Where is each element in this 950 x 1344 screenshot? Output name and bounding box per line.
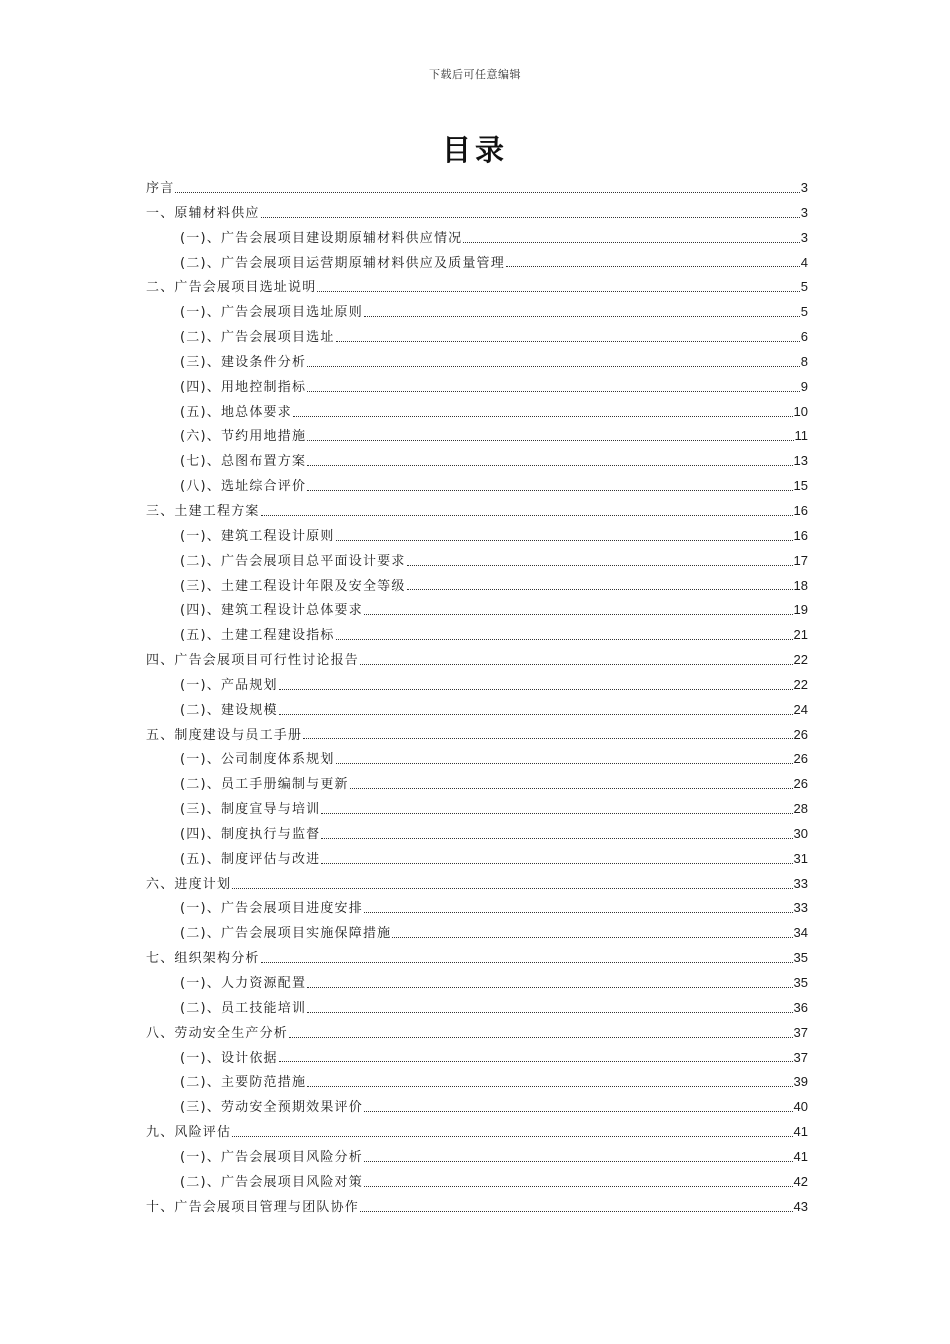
- toc-page-number: 40: [793, 1099, 808, 1115]
- toc-entry-label: (一)、人力资源配置: [180, 976, 307, 991]
- toc-section-entry[interactable]: [146, 847, 808, 872]
- toc-page-number: 41: [793, 1124, 808, 1140]
- toc-entry-label: (五)、土建工程建设指标: [180, 628, 335, 644]
- toc-section-entry[interactable]: [146, 747, 808, 772]
- toc-dot-leader: [336, 540, 793, 541]
- toc-chapter-entry[interactable]: [146, 946, 808, 971]
- toc-page-number: 19: [793, 602, 808, 618]
- toc-page-number: 17: [793, 552, 808, 568]
- toc-section-entry[interactable]: [146, 698, 808, 723]
- toc-page-number: 15: [793, 478, 808, 494]
- toc-page-number: 8: [800, 353, 808, 369]
- toc-page-number: 3: [800, 180, 808, 195]
- toc-dot-leader: [321, 838, 792, 839]
- toc-entry-label: (三)、土建工程设计年限及安全等级: [180, 578, 406, 594]
- toc-entry-label: 三、土建工程方案: [146, 503, 260, 519]
- toc-dot-leader: [364, 316, 800, 317]
- toc-dot-leader: [321, 813, 792, 814]
- toc-page-number: 16: [793, 527, 808, 543]
- toc-page-number: 26: [793, 726, 808, 742]
- toc-dot-leader: [307, 465, 792, 466]
- toc-entry-label: (二)、广告会展项目风险对策: [180, 1174, 363, 1190]
- toc-chapter-entry[interactable]: [146, 723, 808, 748]
- toc-page-number: 43: [793, 1198, 808, 1214]
- toc-dot-leader: [261, 515, 793, 516]
- toc-dot-leader: [336, 639, 793, 640]
- toc-section-entry[interactable]: [146, 449, 808, 474]
- toc-entry-label: (二)、广告会展项目运营期原辅材料供应及质量管理: [180, 255, 505, 271]
- toc-dot-leader: [506, 266, 800, 267]
- toc-page-number: 39: [793, 1074, 808, 1090]
- toc-page-number: 34: [793, 925, 808, 941]
- toc-chapter-entry[interactable]: [146, 872, 808, 897]
- toc-entry-label: (七)、总图布置方案: [180, 454, 307, 470]
- toc-section-entry[interactable]: [146, 896, 808, 921]
- toc-page-number: 5: [800, 304, 808, 320]
- toc-section-entry[interactable]: [146, 673, 808, 698]
- table-of-contents: [146, 176, 808, 1219]
- toc-section-entry[interactable]: [146, 623, 808, 648]
- toc-page-number: 36: [793, 999, 808, 1015]
- toc-page-number: 26: [793, 751, 808, 767]
- toc-section-entry[interactable]: [146, 971, 808, 996]
- toc-entry-label: 七、组织架构分析: [146, 951, 260, 967]
- toc-entry-label: (二)、建设规模: [180, 702, 278, 718]
- toc-entry-label: (三)、制度宣导与培训: [180, 802, 321, 818]
- toc-title: 目录: [441, 133, 508, 167]
- toc-section-entry[interactable]: [146, 300, 808, 325]
- toc-entry-label: (五)、地总体要求: [180, 404, 292, 420]
- toc-section-entry[interactable]: [146, 598, 808, 623]
- toc-entry-label: (一)、广告会展项目选址原则: [180, 305, 363, 321]
- toc-section-entry[interactable]: [146, 1070, 808, 1095]
- toc-dot-leader: [360, 664, 793, 665]
- toc-page-number: 42: [793, 1173, 808, 1189]
- toc-dot-leader: [307, 440, 793, 441]
- toc-page-number: 35: [793, 975, 808, 990]
- toc-section-entry[interactable]: [146, 1170, 808, 1195]
- toc-section-entry[interactable]: [146, 474, 808, 499]
- toc-entry-label: 十、广告会展项目管理与团队协作: [146, 1199, 360, 1215]
- toc-dot-leader: [307, 391, 800, 392]
- toc-entry-label: (四)、用地控制指标: [180, 379, 307, 395]
- toc-chapter-entry[interactable]: [146, 648, 808, 673]
- toc-entry-label: (四)、建筑工程设计总体要求: [180, 603, 363, 619]
- toc-dot-leader: [364, 1111, 793, 1112]
- toc-dot-leader: [289, 1037, 793, 1038]
- toc-dot-leader: [279, 714, 793, 715]
- toc-dot-leader: [364, 1161, 793, 1162]
- toc-dot-leader: [463, 242, 799, 243]
- toc-page-number: 4: [800, 254, 808, 270]
- toc-dot-leader: [360, 1211, 793, 1212]
- toc-section-entry[interactable]: [146, 325, 808, 350]
- toc-chapter-entry[interactable]: [146, 499, 808, 524]
- toc-section-entry[interactable]: [146, 375, 808, 400]
- toc-section-entry[interactable]: [146, 822, 808, 847]
- toc-dot-leader: [364, 1186, 793, 1187]
- toc-entry-label: 四、广告会展项目可行性讨论报告: [146, 653, 360, 669]
- toc-entry-label: (一)、建筑工程设计原则: [180, 528, 335, 544]
- toc-page-number: 37: [793, 1049, 808, 1065]
- toc-dot-leader: [307, 1086, 792, 1087]
- toc-dot-leader: [321, 863, 792, 864]
- toc-page-number: 33: [793, 875, 808, 891]
- toc-dot-leader: [232, 888, 792, 889]
- toc-section-entry[interactable]: [146, 921, 808, 946]
- toc-entry-label: (二)、主要防范措施: [180, 1075, 307, 1091]
- toc-chapter-entry[interactable]: [146, 1021, 808, 1046]
- toc-page-number: 28: [793, 801, 808, 817]
- toc-section-entry[interactable]: [146, 574, 808, 599]
- toc-section-entry[interactable]: [146, 424, 808, 449]
- toc-chapter-entry[interactable]: [146, 176, 808, 201]
- toc-dot-leader: [261, 962, 793, 963]
- toc-dot-leader: [336, 341, 800, 342]
- toc-dot-leader: [279, 689, 793, 690]
- toc-page-number: 10: [793, 403, 808, 419]
- toc-section-entry[interactable]: [146, 996, 808, 1021]
- toc-section-entry[interactable]: [146, 400, 808, 425]
- toc-chapter-entry[interactable]: [146, 1195, 808, 1220]
- toc-entry-label: (二)、广告会展项目总平面设计要求: [180, 553, 406, 569]
- toc-section-entry[interactable]: [146, 524, 808, 549]
- toc-page-number: 37: [793, 1024, 808, 1040]
- toc-page-number: 18: [793, 577, 808, 593]
- toc-entry-label: (二)、员工技能培训: [180, 1000, 307, 1016]
- toc-page-number: 26: [793, 776, 808, 792]
- toc-page-number: 9: [800, 378, 808, 394]
- header-note: 下载后可任意编辑: [429, 68, 521, 81]
- toc-entry-label: 九、风险评估: [146, 1125, 232, 1141]
- toc-section-entry[interactable]: [146, 251, 808, 276]
- toc-page-number: 16: [793, 502, 808, 518]
- toc-dot-leader: [407, 589, 793, 590]
- toc-section-entry[interactable]: [146, 1046, 808, 1071]
- toc-page-number: 11: [794, 428, 808, 444]
- toc-entry-label: (二)、广告会展项目实施保障措施: [180, 926, 392, 942]
- toc-entry-label: (三)、建设条件分析: [180, 354, 307, 370]
- toc-section-entry[interactable]: [146, 772, 808, 797]
- toc-dot-leader: [293, 416, 793, 417]
- toc-page-number: 30: [793, 825, 808, 841]
- toc-page-number: 6: [800, 329, 808, 345]
- toc-page-number: 22: [793, 652, 808, 668]
- toc-page-number: 5: [800, 279, 808, 295]
- toc-chapter-entry[interactable]: [146, 275, 808, 300]
- toc-section-entry[interactable]: [146, 797, 808, 822]
- toc-page-number: 41: [793, 1148, 808, 1164]
- toc-page-number: 21: [793, 627, 808, 643]
- toc-entry-label: (四)、制度执行与监督: [180, 826, 321, 842]
- toc-dot-leader: [307, 1012, 792, 1013]
- toc-dot-leader: [336, 763, 793, 764]
- toc-dot-leader: [232, 1136, 792, 1137]
- toc-dot-leader: [303, 738, 792, 739]
- toc-page-number: 3: [800, 229, 808, 245]
- toc-chapter-entry[interactable]: [146, 1120, 808, 1145]
- toc-section-entry[interactable]: [146, 226, 808, 251]
- toc-entry-label: 序言: [146, 181, 175, 196]
- toc-entry-label: 二、广告会展项目选址说明: [146, 280, 317, 296]
- toc-entry-label: (三)、劳动安全预期效果评价: [180, 1100, 363, 1116]
- toc-entry-label: 一、原辅材料供应: [146, 205, 260, 221]
- toc-page-number: 13: [793, 453, 808, 469]
- toc-entry-label: (二)、广告会展项目选址: [180, 330, 335, 346]
- toc-chapter-entry[interactable]: [146, 201, 808, 226]
- toc-entry-label: (一)、广告会展项目进度安排: [180, 901, 363, 917]
- toc-page-number: 3: [800, 204, 808, 220]
- toc-entry-label: (一)、广告会展项目风险分析: [180, 1149, 363, 1165]
- toc-dot-leader: [392, 937, 792, 938]
- toc-page-number: 24: [793, 701, 808, 717]
- toc-entry-label: 六、进度计划: [146, 876, 232, 892]
- toc-dot-leader: [350, 788, 793, 789]
- toc-entry-label: (一)、公司制度体系规划: [180, 752, 335, 768]
- toc-dot-leader: [364, 614, 793, 615]
- toc-section-entry[interactable]: [146, 1095, 808, 1120]
- toc-entry-label: (一)、广告会展项目建设期原辅材料供应情况: [180, 230, 463, 246]
- toc-dot-leader: [307, 987, 792, 988]
- toc-entry-label: (六)、节约用地措施: [180, 429, 307, 445]
- toc-section-entry[interactable]: [146, 549, 808, 574]
- toc-dot-leader: [175, 192, 799, 193]
- toc-entry-label: 五、制度建设与员工手册: [146, 727, 303, 743]
- toc-entry-label: (一)、设计依据: [180, 1050, 278, 1066]
- toc-section-entry[interactable]: [146, 350, 808, 375]
- toc-page-number: 35: [793, 950, 808, 966]
- toc-entry-label: (八)、选址综合评价: [180, 479, 307, 495]
- toc-dot-leader: [261, 217, 800, 218]
- toc-dot-leader: [407, 565, 793, 566]
- toc-dot-leader: [307, 490, 792, 491]
- toc-dot-leader: [364, 912, 793, 913]
- toc-page-number: 22: [793, 676, 808, 692]
- toc-entry-label: (五)、制度评估与改进: [180, 851, 321, 867]
- toc-dot-leader: [279, 1061, 793, 1062]
- toc-page-number: 31: [793, 850, 808, 866]
- toc-entry-label: (二)、员工手册编制与更新: [180, 777, 349, 793]
- toc-dot-leader: [317, 291, 799, 292]
- toc-section-entry[interactable]: [146, 1145, 808, 1170]
- toc-dot-leader: [307, 366, 800, 367]
- toc-entry-label: 八、劳动安全生产分析: [146, 1025, 289, 1041]
- toc-page-number: 33: [793, 900, 808, 916]
- toc-entry-label: (一)、产品规划: [180, 677, 278, 693]
